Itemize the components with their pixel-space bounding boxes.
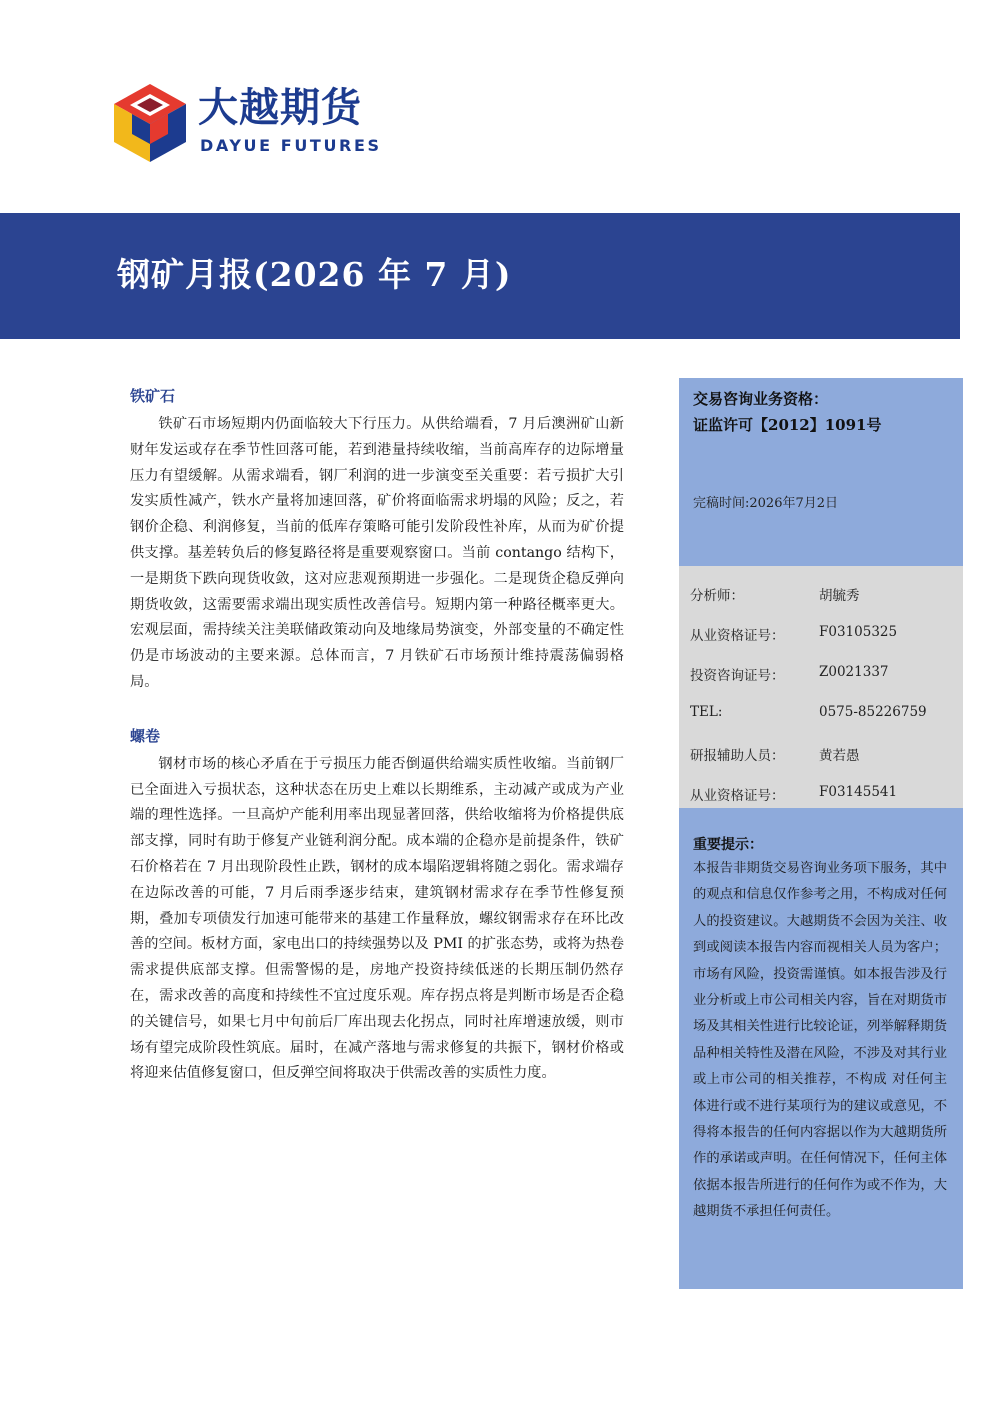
sidebar-qualification (679, 378, 963, 566)
section-body-rebar-coil: 钢材市场的核心矛盾在于亏损压力能否倒逼供给端实质性收缩。当前钢厂已全面进入亏损状态，这种状态在历史上难以长期维系，主动减产或成为产业端的理性选择。一旦高炉产能利用率出现显著回落，供给收缩将为价格提供底部支撑，同时有助于修复产业链利润分配。成本端的企稳亦是前提条件，铁矿石价格若在 7 月出现阶段性止跌，钢材的成本塌陷逻辑将随之弱化。需求端存在边际改善的可能，7 月后雨季逐步结束，建筑钢材需求存在季节性修复预期，叠加专项债发行加速可能带来的基建工作量释放，螺纹钢需求存在环比改善的空间。板材方面，家电出口的持续强势以及 PMI 的扩张态势，或将为热卷需求提供底部支撑。但需警惕的是，房地产投资持续低迷的长期压制仍然存在，需求改善的高度和持续性不宜过度乐观。库存拐点将是判断市场是否企稳的关键信号，如果七月中旬前后厂库出现去化拐点，同时社库增速放缓，则市场有望完成阶段性筑底。届时，在减产落地与需求修复的共振下，钢材价格或将迎来估值修复窗口，但反弹空间将取决于供需改善的实质性力度。 (130, 755, 624, 1082)
qualification-title: 交易咨询业务资格： (693, 390, 829, 408)
logo-chinese-name: 大越期货 (198, 85, 362, 131)
qualification-license: 证监许可【2012】1091号 (693, 416, 882, 434)
info-row (679, 734, 963, 774)
info-row (679, 654, 963, 694)
info-value: F03105325 (819, 624, 898, 640)
main-content (130, 384, 624, 1087)
disclaimer-body: 本报告非期货交易咨询业务项下服务，其中的观点和信息仅作参考之用，不构成对任何人的投资建议。大越期货不会因为关注、收到或阅读本报告内容而视相关人员为客户；市场有风险，投资需谨慎。如本报告涉及行业分析或上市公司相关内容，旨在对期货市场及其相关性进行比较论证，列举解释期货品种相关特性及潜在风险，不涉及对其行业或上市公司的相关推荐，不构成 对任何主体进行或不进行某项行为的建议或意见，不得将本报告的任何内容据以作为大越期货所作的承诺或声明。在任何情况下，任何主体依据本报告所进行的任何作为或不作为，大越期货不承担任何责任。 (693, 861, 947, 1220)
info-row (679, 694, 963, 734)
section-body-iron-ore: 铁矿石市场短期内仍面临较大下行压力。从供给端看，7 月后澳洲矿山新财年发运或存在季节性回落可能，若到港量持续收缩，当前高库存的边际增量压力有望缓解。从需求端看，钢厂利润的进一步演变至关重要：若亏损扩大引发实质性减产，铁水产量将加速回落，矿价将面临需求坍塌的风险；反之，若钢价企稳、利润修复，当前的低库存策略可能引发阶段性补库，从而为矿价提供支撑。基差转负后的修复路径将是重要观察窗口。当前 contango 结构下，一是期货下跌向现货收敛，这对应悲观预期进一步强化。二是现货企稳反弹向期货收敛，这需要需求端出现实质性改善信号。短期内第一种路径概率更大。宏观层面，需持续关注美联储政策动向及地缘局势演变，外部变量的不确定性仍是市场波动的主要来源。总体而言，7 月铁矿石市场预计维持震荡偏弱格局。 (130, 416, 624, 690)
info-key: 从业资格证号： (690, 788, 785, 804)
sidebar-disclaimer (679, 808, 963, 1289)
title-banner (0, 213, 960, 339)
info-value: 胡毓秀 (819, 588, 860, 604)
company-logo (112, 82, 392, 166)
info-row (679, 574, 963, 614)
info-row (679, 614, 963, 654)
completion-date: 完稿时间:2026年7月2日 (693, 496, 839, 511)
logo-english-name: DAYUE FUTURES (200, 136, 382, 155)
info-value: Z0021337 (819, 664, 889, 680)
logo-cube-icon (112, 82, 188, 164)
report-title: 钢矿月报(2026 年 7 月) (117, 255, 512, 294)
info-value: 黄若愚 (819, 748, 860, 764)
disclaimer-heading: 重要提示： (693, 837, 763, 853)
info-key: 研报辅助人员： (690, 748, 785, 764)
info-key: 分析师： (690, 588, 744, 604)
sidebar-analyst-info (679, 566, 963, 808)
info-key: 投资咨询证号： (690, 668, 785, 684)
section-heading-rebar-coil: 螺卷 (130, 726, 161, 745)
section-heading-iron-ore: 铁矿石 (130, 387, 176, 405)
info-value: F03145541 (819, 784, 898, 800)
info-key: 从业资格证号： (690, 628, 785, 644)
info-key: TEL: (690, 704, 723, 720)
info-value: 0575-85226759 (819, 704, 927, 720)
